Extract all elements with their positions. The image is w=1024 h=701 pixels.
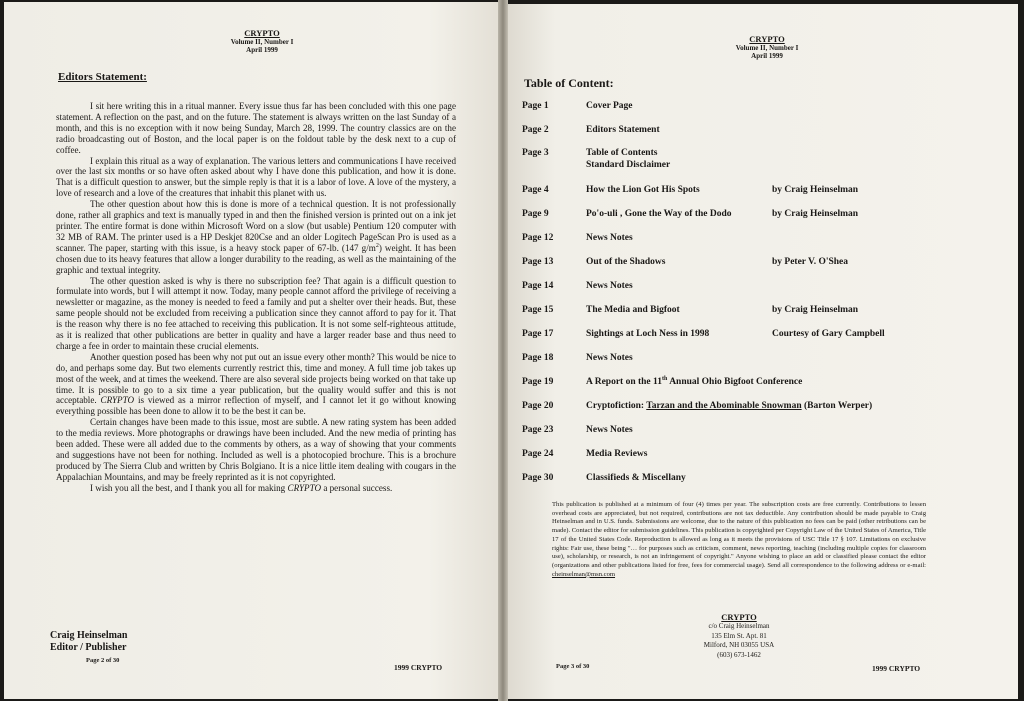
toc-page: Page 2	[522, 125, 549, 135]
publication-notice	[552, 501, 926, 579]
letter-paragraph: Certain changes have been made to this issue, most are subtle. A new rating system has been added to the media reviews. More photographs or drawings have been included. And the new media of printing has been added. These were all added due to the comments by others, as a way of showing that your comments and suggestions have not been for nothing. Included as well is a photocopied brochure. This is a brochure produced by The Sierra Club and written by Chris Bolgiano. It is a nice little item dealing with cougars in the Appalachian Mountains, and may be freely reprinted as it is not copyrighted.	[56, 417, 456, 482]
masthead-volume: Volume II, Number I	[230, 38, 294, 46]
toc-page: Page 20	[522, 401, 554, 411]
masthead-title: CRYPTO	[749, 34, 785, 44]
toc-page: Page 15	[522, 305, 554, 315]
toc-page: Page 23	[522, 425, 554, 435]
toc-title: News Notes	[586, 425, 633, 435]
toc-title: How the Lion Got His Spots	[586, 185, 700, 195]
toc-author: by Craig Heinselman	[772, 209, 859, 219]
toc-page: Page 14	[522, 281, 554, 291]
toc-page: Page 3	[522, 148, 549, 158]
page-footer: 1999 CRYPTO	[394, 663, 443, 672]
masthead-date: April 1999	[246, 46, 278, 54]
toc-page: Page 1	[522, 101, 549, 111]
toc-title: Media Reviews	[586, 449, 648, 459]
toc-title-text: A Report on the 11	[586, 377, 662, 387]
page-number: Page 3 of 30	[556, 663, 590, 670]
notice-text: This publication is published at a minimum of four (4) times per year. The subscription costs are free currently. Contributions to lessen overhead costs are appreciated, but not required, contributions are not tax deductible. Any contribution should be made payable to Craig Heinselman and in U.S. funds. Submissions are welcome, due to the nature of this publication no fees can be paid (other retributions can be made). Contact the editor for submission guidelines. This publication is copyrighted per Copyright Law of the United States of America, Title 17 of the United States Code. Reproduction is allowed as long as it meets the provisions of USC Title 17 § 107. Limitations on exclusive rights: Fair use, these being "… for purposes such as criticism, comment, news reporting, teaching (including multiple copies for classroom use), scholarship, or research, is not an infringement of copyright." Anyone wishing to place an add or classified please contact the editor (organizations and other publications listed for free, fees for commercial usage). Send all correspondence to the following address or e-mail:	[552, 501, 927, 569]
toc-title-text: (Barton Werper)	[801, 401, 873, 411]
toc-page: Page 18	[522, 353, 554, 363]
toc-title-line: Standard Disclaimer	[586, 159, 671, 170]
toc-title: Out of the Shadows	[586, 257, 666, 267]
address-line: c/o Craig Heinselman	[708, 622, 770, 630]
letter-paragraph: I explain this ritual as a way of explanation. The various letters and communications I have received over the last six months or so have often asked about why I have done this publication, and how it is done. That is a difficult question to answer, but the simple reply is that it is a labor of love. A love of the mystery, a love of research and a love of the creatures that inhabit this planet with us.	[56, 155, 456, 199]
toc-title-underlined: Tarzan and the Abominable Snowman	[646, 401, 802, 411]
toc-title: Sightings at Loch Ness in 1998	[586, 329, 710, 339]
toc-title: News Notes	[586, 281, 633, 291]
letter-text: The other question about how this is done is more of a technical question. It is not professionally done, rather all graphics and text is manually typed in and then the finished version is printed out on a ink jet printer. The entire format is done within Microsoft Word on a slow (but usable) Pentium 120 computer with 32 MB of RAM. The printer used is a HP Deskjet 820Cse and an older Logitech PageScan Pro is used as a scanner. The paper, starting with this issue, is a heavy stock paper of 67-lb. (147 g/m	[56, 199, 456, 253]
page-number: Page 2 of 30	[86, 657, 120, 664]
mailing-address	[664, 612, 814, 660]
address-line: Milford, NH 03055 USA	[703, 641, 775, 650]
letter-text: is viewed as a mirror reflection of myself, and I cannot let it go without knowing everything possible has been done to allow it to be the best it can be.	[56, 395, 456, 417]
signature-role: Editor / Publisher	[50, 642, 127, 653]
editors-letter	[56, 101, 456, 494]
toc-title-line: Table of Contents	[586, 148, 658, 158]
crypto-italic: CRYPTO	[287, 482, 322, 493]
toc-title: Classifieds & Miscellany	[586, 473, 686, 483]
signature-name: Craig Heinselman	[50, 630, 128, 641]
toc-page: Page 9	[522, 209, 549, 219]
left-masthead	[212, 28, 312, 54]
toc-title: News Notes	[586, 233, 633, 243]
letter-paragraph: I sit here writing this in a ritual manner. Every issue thus far has been concluded with this one page statement. A reflection on the past, and on the future. The statement is always written on the last Sunday of a month, and this is no exception with it now being Sunday, March 28, 1999. The country classics are on the radio broadcasting out of Boston, and the local paper is on the foldout table by the desk next to a cup of coffee.	[56, 101, 456, 155]
right-masthead	[712, 34, 822, 60]
toc-title: Editors Statement	[586, 125, 660, 135]
toc-author: by Craig Heinselman	[772, 185, 859, 195]
superscript: 2	[375, 242, 379, 249]
letter-text: Another question posed has been why not put out an issue every other month? This would be nice to do, and perhaps some day. But two elements currently restrict this, time and money. A full time job takes up most of the week, and at times the weekend. There are also several side projects being worked on that take up time. It is possible to go to a six time a year publication, but the quality would suffer and this is not acceptable.	[56, 351, 456, 406]
toc-title: The Media and Bigfoot	[586, 305, 680, 315]
masthead-title: CRYPTO	[244, 28, 280, 38]
toc-page: Page 12	[522, 233, 554, 243]
page-footer: 1999 CRYPTO	[872, 664, 921, 673]
email-link[interactable]: cheinselman@msn.com	[552, 570, 616, 578]
toc-title-text: Cryptofiction:	[586, 401, 647, 411]
toc-title-text: Annual Ohio Bigfoot Conference	[667, 377, 803, 387]
letter-text: I wish you all the best, and I thank you all for making	[90, 482, 286, 493]
toc-page: Page 13	[522, 257, 554, 267]
letter-paragraph	[56, 483, 456, 494]
letter-text: ) weight. It has been chosen due to its heavy features that allow a longer durability to the reading, as well as the maintaining of the graphic and textual integrity.	[56, 242, 456, 275]
toc-author: by Peter V. O'Shea	[772, 257, 849, 267]
right-page	[504, 4, 1018, 699]
editors-statement-heading: Editors Statement:	[58, 71, 147, 83]
toc-author: by Craig Heinselman	[772, 305, 859, 315]
left-page	[4, 2, 504, 699]
crypto-italic: CRYPTO	[100, 395, 135, 406]
letter-paragraph	[56, 199, 456, 275]
signature	[50, 630, 128, 654]
toc-title	[586, 377, 916, 389]
toc-page: Page 4	[522, 185, 549, 195]
masthead-volume: Volume II, Number I	[735, 44, 799, 52]
toc-title: News Notes	[586, 353, 633, 363]
masthead-date: April 1999	[751, 52, 783, 60]
toc-page: Page 30	[522, 473, 554, 483]
letter-text: a personal success.	[321, 482, 393, 493]
binding-spine	[498, 0, 508, 701]
toc-title	[586, 401, 916, 413]
toc-page: Page 17	[522, 329, 554, 339]
superscript: th	[662, 375, 668, 382]
toc-title	[586, 148, 916, 171]
toc-page: Page 24	[522, 449, 554, 459]
toc-title: Po'o-uli , Gone the Way of the Dodo	[586, 209, 732, 219]
address-line: (603) 673-1462	[717, 650, 761, 659]
toc-author: Courtesy of Gary Campbell	[772, 329, 885, 339]
letter-paragraph: The other question asked is why is there no subscription fee? That again is a difficult question to formulate into words, but I will attempt it now. Today, many people cannot afford the privilege of receiving a newsletter or magazine, as the money is needed to feed a family and put a shelter over their heads. But, these same people should not be excluded from receiving a publication since they cannot afford to pay for it. That is the reason why there is no fee attached to receiving this publication. It is not some self-righteous attitude, as it is realized that other publications are better in quality and have a larger reader base and thus need to charge a fee in order to maintain these crucial elements.	[56, 275, 456, 351]
toc-heading: Table of Content:	[524, 76, 614, 90]
letter-paragraph	[56, 352, 456, 417]
toc-title: Cover Page	[586, 101, 633, 111]
address-line: 135 Elm St. Apt. 81	[711, 631, 767, 640]
toc-page: Page 19	[522, 377, 554, 387]
address-title: CRYPTO	[721, 612, 757, 622]
